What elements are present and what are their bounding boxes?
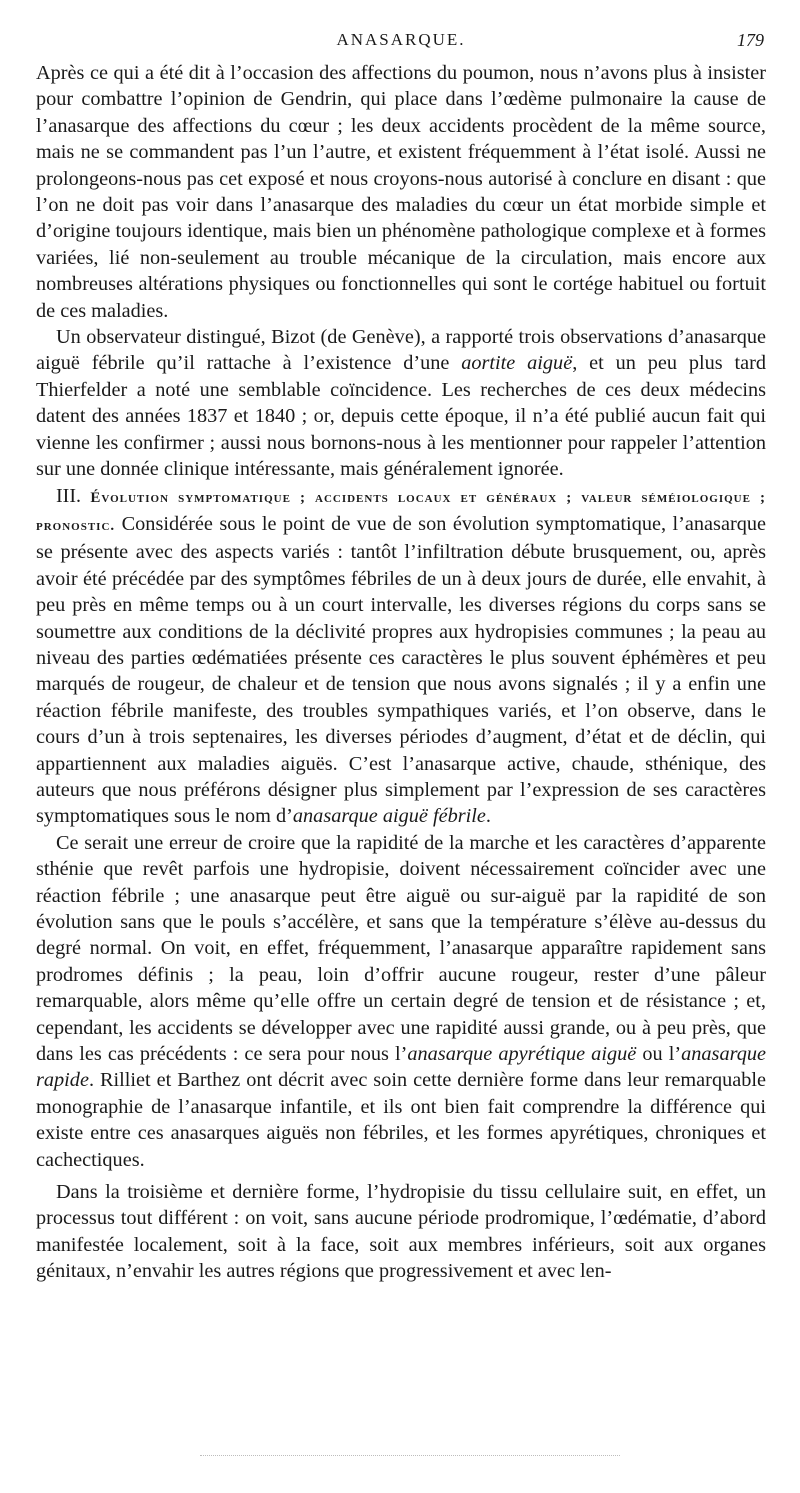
paragraph-3-italic: anasarque aiguë fébrile [292,805,486,828]
paragraph-2-text-b: , et un peu plus tard Thierfelder a noté une semblable coïncidence. Les recherches de ces deux médecins datent des années 1837 et 1840 ; or, depuis cette époque, il n’a été publié aucun fait qui vienne les confirmer ; aussi nous bornons-nous à les mentionner pour rappeler l’attention sur une donnée clinique intéressante, mais généralement ignorée. [36,352,767,481]
paragraph-4 [36,830,766,1173]
paragraph-4-text-a: Ce serait une erreur de croire que la rapidité de la marche et les caractères d’apparente sthénie que revêt parfois une hydropisie, doivent nécessairement coïncider avec une réaction fébrile ; une anasarque peut être aiguë ou sur-aiguë par la rapidité de son évolution sans que le pouls s’accélère, et sans que la température s’élève au-dessus du degré normal. On voit, en effet, fréquemment, l’anasarque apparaître rapidement sans prodromes définis ; la peau, loin d’offrir aucune rougeur, rester d’une pâleur remarquable, alors même qu’elle offre un certain degré de tension et de résistance ; et, cependant, les accidents se développer avec une rapidité aussi grande, ou à peu près, que dans les cas précédents : ce sera pour nous l’ [36,831,766,1066]
paragraph-3-text-b: . [485,805,491,828]
paragraph-3-text-a: Considérée sous le point de vue de son évolution symptomatique, l’anasarque se présente avec des aspects variés : tantôt l’infiltration débute brusquement, ou, après avoir été précédée par des symptômes fébriles de un à deux jours de durée, elle envahit, à peu près en même temps ou à un court intervalle, les diverses régions du corps sans se soumettre aux conditions de la déclivité propres aux hydropisies communes ; la peau au niveau des parties œdématiées présente ces caractères le plus souvent éphémères et peu marqués de rougeur, de chaleur et de tension que nous avons signalés ; il y a enfin une réaction fébrile manifeste, des troubles sympathiques variés, et l’on observe, dans le cours d’un à trois septenaires, les diverses périodes d’augment, d’état et de déclin, qui appartiennent aux maladies aiguës. C’est l’anasarque active, chaude, sthénique, des auteurs que nous préférons désigner plus simplement par l’expression de ses caractères symptomatiques sous le nom d’ [36,512,766,828]
paragraph-4-text-c: . Rilliet et Barthez ont décrit avec soin cette dernière forme dans leur remarquable monographie de l’anasarque infantile, et ils ont bien fait comprendre la différence qui existe entre ces anasarques aiguës non fébriles, et les formes apyrétiques, chroniques et cachectiques. [36,1069,766,1171]
book-page [36,26,766,1285]
paragraph-2 [36,324,766,482]
paragraph-4-italic-2: anasarque rapide [36,1043,767,1092]
body-text [36,60,766,1285]
bottom-margin-specks [200,1455,620,1460]
page-header [36,26,766,60]
paragraph-2-italic: aortite aiguë [461,352,573,375]
paragraph-1: Après ce qui a été dit à l’occasion des affections du poumon, nous n’avons plus à insister pour combattre l’opinion de Gendrin, qui place dans l’œdème pulmonaire la cause de l’anasarque des affections du cœur ; les deux accidents procèdent de la même source, mais ne se commandent pas l’un l’autre, et existent fréquemment à l’état isolé. Aussi ne prolongeons-nous pas cet exposé et nous croyons-nous autorisé à conclure en disant : que l’on ne doit pas voir dans l’anasarque des maladies du cœur un état morbide simple et d’origine toujours identique, mais bien un phénomène pathologique complexe et à formes variées, lié non-seulement au trouble mécanique de la circulation, mais encore aux nombreuses altérations physiques ou fonctionnelles qui sont le cortége habituel ou fortuit de ces maladies. [36,62,766,322]
paragraph-2-text-a: Un observateur distingué, Bizot (de Genève), a rapporté trois observations d’anasarque aiguë fébrile qu’il rattache à l’existence d’une [36,326,766,375]
section-heading: Évolution symptomatique ; accidents locaux et généraux ; valeur séméiologique ; pronostic. [36,489,766,534]
running-title: ANASARQUE. [336,30,466,49]
paragraph-5: Dans la troisième et dernière forme, l’hydropisie du tissu cellulaire suit, en effet, un processus tout différent : on voit, sans aucune période prodromique, l’œdématie, d’abord manifestée localement, soit à la face, soit aux membres inférieurs, soit aux organes génitaux, n’envahir les autres régions que progressivement et avec len- [36,1181,766,1283]
paragraph-4-text-b: ou l’ [636,1043,682,1066]
paragraph-3 [36,483,766,830]
page-number: 179 [737,30,764,50]
section-number: III. [56,484,81,507]
paragraph-4-italic-1: anasarque apyrétique aiguë [407,1043,637,1066]
